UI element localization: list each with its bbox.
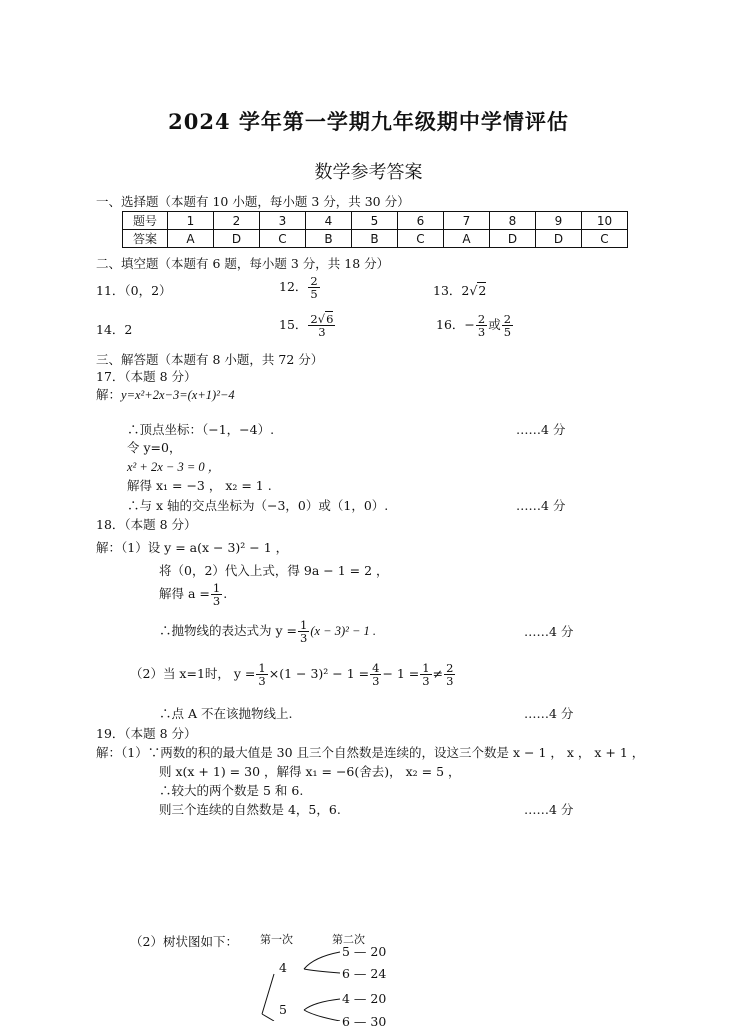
table-cell: D (214, 230, 260, 248)
q19-line-3: ∴较大的两个数是 5 和 6. (159, 783, 304, 798)
table-cell: 5 (352, 212, 398, 230)
tree-node-4: 4 (279, 960, 287, 975)
section3-heading: 三、解答题（本题有 8 小题，共 72 分） (96, 352, 324, 367)
tree-header-second: 第二次 (332, 933, 365, 946)
q18-points-2: ……4 分 (524, 706, 574, 721)
fraction: $\frac{2}{5}$ (310, 274, 318, 301)
q19-line-5: （2）树状图如下： (130, 934, 238, 949)
tree-header-first: 第一次 (260, 933, 293, 946)
q19-line-1: 解：（1）∵两数的积的最大值是 30 且三个自然数是连续的，设这三个数是 x − 1 ， x ， x + 1 ， (96, 745, 645, 760)
table-cell: D (490, 230, 536, 248)
table-cell: 3 (260, 212, 306, 230)
section1-heading: 一、选择题（本题有 10 小题，每小题 3 分，共 30 分） (96, 194, 410, 209)
fraction: $\frac{2}{5}$ (503, 312, 512, 339)
q17-let: 令 y=0， (127, 440, 182, 455)
q17-roots: 解得 x₁ = −3 ， x₂ = 1 . (127, 478, 272, 493)
q19-heading: 19．（本题 8 分） (96, 726, 197, 741)
q18-line-3: 解得 a = $\frac{1}{3}$ . (159, 581, 228, 608)
tree-node-5: 5 (279, 1002, 287, 1017)
q17-equation: x² + 2x − 3 = 0 ， (127, 460, 221, 474)
tree-leaf: 4 — 20 (342, 991, 387, 1006)
fraction: $\frac{4}{3}$ (372, 661, 380, 688)
row-label-answer: 答案 (123, 230, 168, 248)
table-row-answers (123, 230, 628, 248)
q18-line-6: ∴点 A 不在该抛物线上. (159, 706, 293, 721)
page-title: 2024 学年第一学期九年级期中学情评估 (168, 109, 569, 134)
table-cell: D (536, 230, 582, 248)
fraction: $\frac{1}{3}$ (212, 581, 221, 608)
answer-16: 16．− $\frac{2}{3}$ 或 $\frac{2}{5}$ (436, 312, 512, 339)
table-cell: C (260, 230, 306, 248)
table-cell: 4 (306, 212, 352, 230)
q17-vertex: ∴顶点坐标：（−1，−4）. (127, 422, 275, 437)
fraction: $\frac{1}{3}$ (258, 661, 266, 688)
q19-line-4: 则三个连续的自然数是 4，5，6. (159, 802, 341, 817)
answer-11: 11．（0，2） (96, 283, 172, 298)
q19-points: ……4 分 (524, 802, 574, 817)
fraction: $\frac{2}{3}$ (446, 661, 454, 688)
fraction: $\frac{2}{3}$ (477, 312, 486, 339)
q17-heading: 17．（本题 8 分） (96, 369, 197, 384)
fraction: $\frac{1}{3}$ (422, 661, 430, 688)
q17-points-2: ……4 分 (516, 498, 566, 513)
answer-14: 14．2 (96, 322, 133, 337)
tree-leaf: 5 — 20 (342, 944, 387, 959)
q18-line-5: （2）当 x=1时， y = $\frac{1}{3}$ ×(1 − 3)² − 1 = $\frac{4}{3}$ − 1 = $\frac{1}{3}$ ≠ $\frac{2}{3}$ (130, 661, 454, 688)
q17-intersections: ∴与 x 轴的交点坐标为（−3，0）或（1，0）. (127, 498, 389, 513)
tree-leaf: 6 — 24 (342, 966, 387, 981)
q19-line-2: 则 x(x + 1) = 30 ，解得 x₁ = −6(舍去)， x₂ = 5 ， (159, 764, 461, 779)
table-cell: C (582, 230, 628, 248)
q18-line-4: ∴抛物线的表达式为 y = $\frac{1}{3}$ (x − 3)² − 1 . (159, 618, 377, 645)
q18-line-1: 解：（1）设 y = a(x − 3)² − 1 ， (96, 540, 289, 555)
table-cell: 7 (444, 212, 490, 230)
table-cell: 6 (398, 212, 444, 230)
table-cell: 9 (536, 212, 582, 230)
q17-line-1: 解：y=x²+2x−3=(x+1)²−4 (96, 387, 235, 402)
answer-12: 12． $\frac{2}{5}$ (279, 274, 318, 301)
answer-13: 13．2√2 (433, 283, 487, 298)
table-cell: 2 (214, 212, 260, 230)
table-cell: A (168, 230, 214, 248)
q18-line-2: 将（0，2）代入上式，得 9a − 1 = 2 ， (159, 563, 389, 578)
fraction: $\frac{2√6}{3}$ (310, 312, 334, 339)
table-row-numbers (123, 212, 628, 230)
page-subtitle: 数学参考答案 (314, 162, 423, 183)
table-cell: 10 (582, 212, 628, 230)
answer-15: 15． $\frac{2√6}{3}$ (279, 312, 334, 339)
table-cell: 8 (490, 212, 536, 230)
tree-leaf: 6 — 30 (342, 1014, 387, 1029)
table-cell: B (352, 230, 398, 248)
table-cell: B (306, 230, 352, 248)
tree-diagram (256, 930, 406, 1029)
q17-points-1: ……4 分 (516, 422, 566, 437)
q18-points-1: ……4 分 (524, 624, 574, 639)
row-label-number: 题号 (123, 212, 168, 230)
fraction: $\frac{1}{3}$ (299, 618, 308, 645)
table-cell: 1 (168, 212, 214, 230)
section2-heading: 二、填空题（本题有 6 题，每小题 3 分，共 18 分） (96, 256, 390, 271)
answer-table (122, 211, 628, 248)
table-cell: C (398, 230, 444, 248)
table-cell: A (444, 230, 490, 248)
q18-heading: 18．（本题 8 分） (96, 517, 197, 532)
